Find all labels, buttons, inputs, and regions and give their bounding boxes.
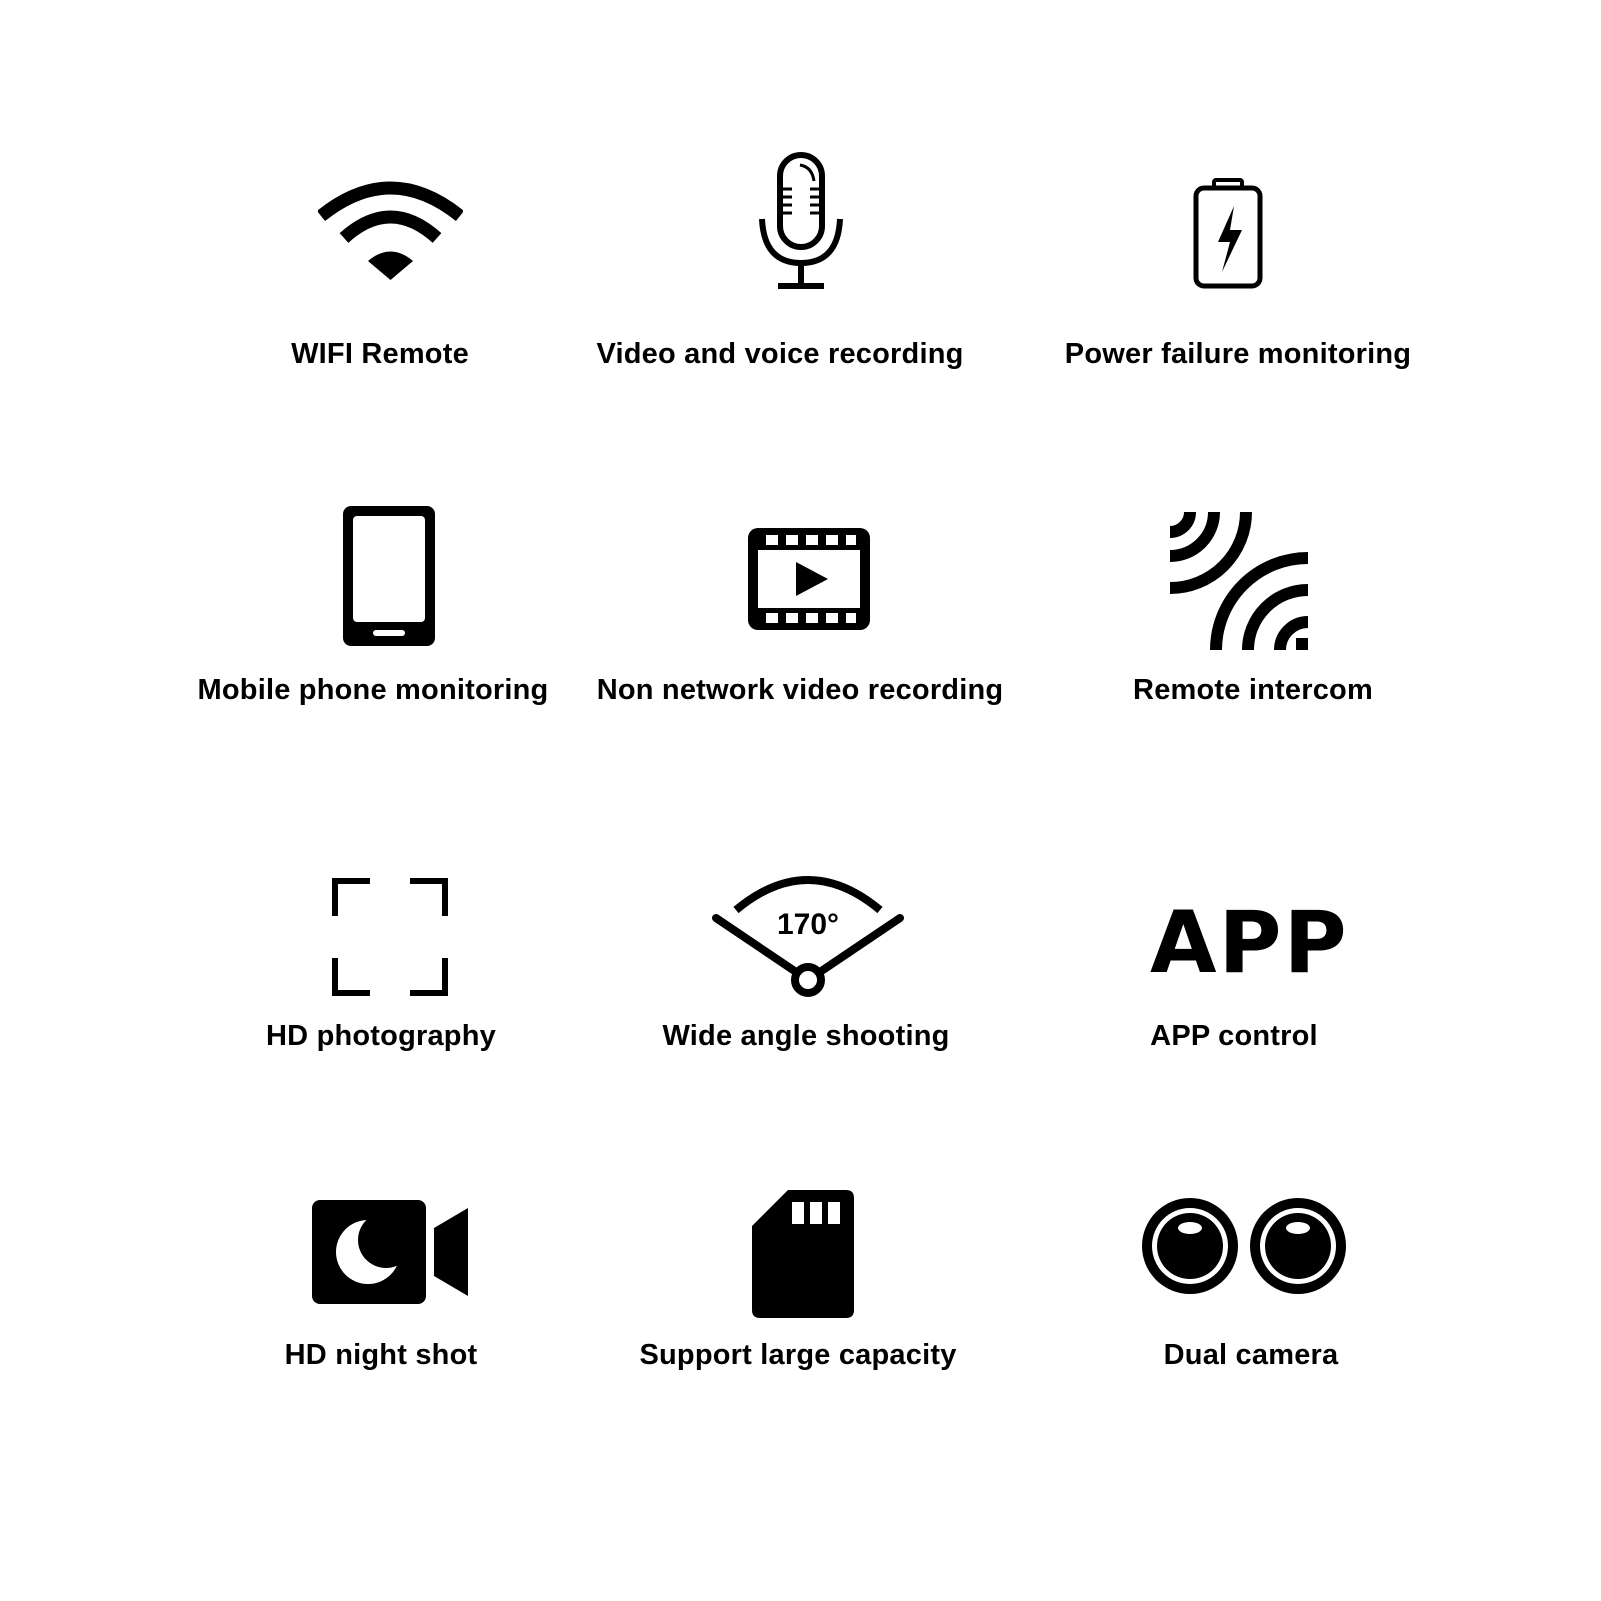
- dual-lens-icon: [1140, 1196, 1348, 1296]
- feature-label: APP control: [1150, 1020, 1318, 1052]
- feature-label: Video and voice recording: [596, 338, 964, 370]
- signal-waves-icon: [1170, 512, 1308, 650]
- feature-label: WIFI Remote: [291, 338, 469, 370]
- feature-label: HD photography: [266, 1020, 496, 1052]
- film-play-icon: [748, 528, 870, 630]
- feature-label: Power failure monitoring: [1064, 338, 1412, 370]
- angle-value: 170°: [776, 908, 840, 941]
- microphone-icon: [756, 151, 846, 291]
- frame-corners-icon: [332, 878, 448, 996]
- night-camera-icon: [312, 1200, 472, 1304]
- mobile-phone-icon: [343, 506, 435, 646]
- feature-label: Non network video recording: [596, 674, 1004, 706]
- feature-label: Mobile phone monitoring: [197, 674, 549, 706]
- feature-label: Support large capacity: [639, 1339, 957, 1371]
- wide-angle-icon: [710, 876, 906, 1000]
- feature-label: Wide angle shooting: [662, 1020, 950, 1052]
- feature-label: Remote intercom: [1133, 674, 1373, 706]
- battery-charging-icon: [1192, 178, 1264, 290]
- feature-label: Dual camera: [1163, 1339, 1339, 1371]
- feature-label: HD night shot: [284, 1339, 478, 1371]
- sd-card-icon: [752, 1190, 854, 1318]
- app-text-icon: APP: [1150, 893, 1349, 993]
- wifi-icon: [318, 178, 463, 283]
